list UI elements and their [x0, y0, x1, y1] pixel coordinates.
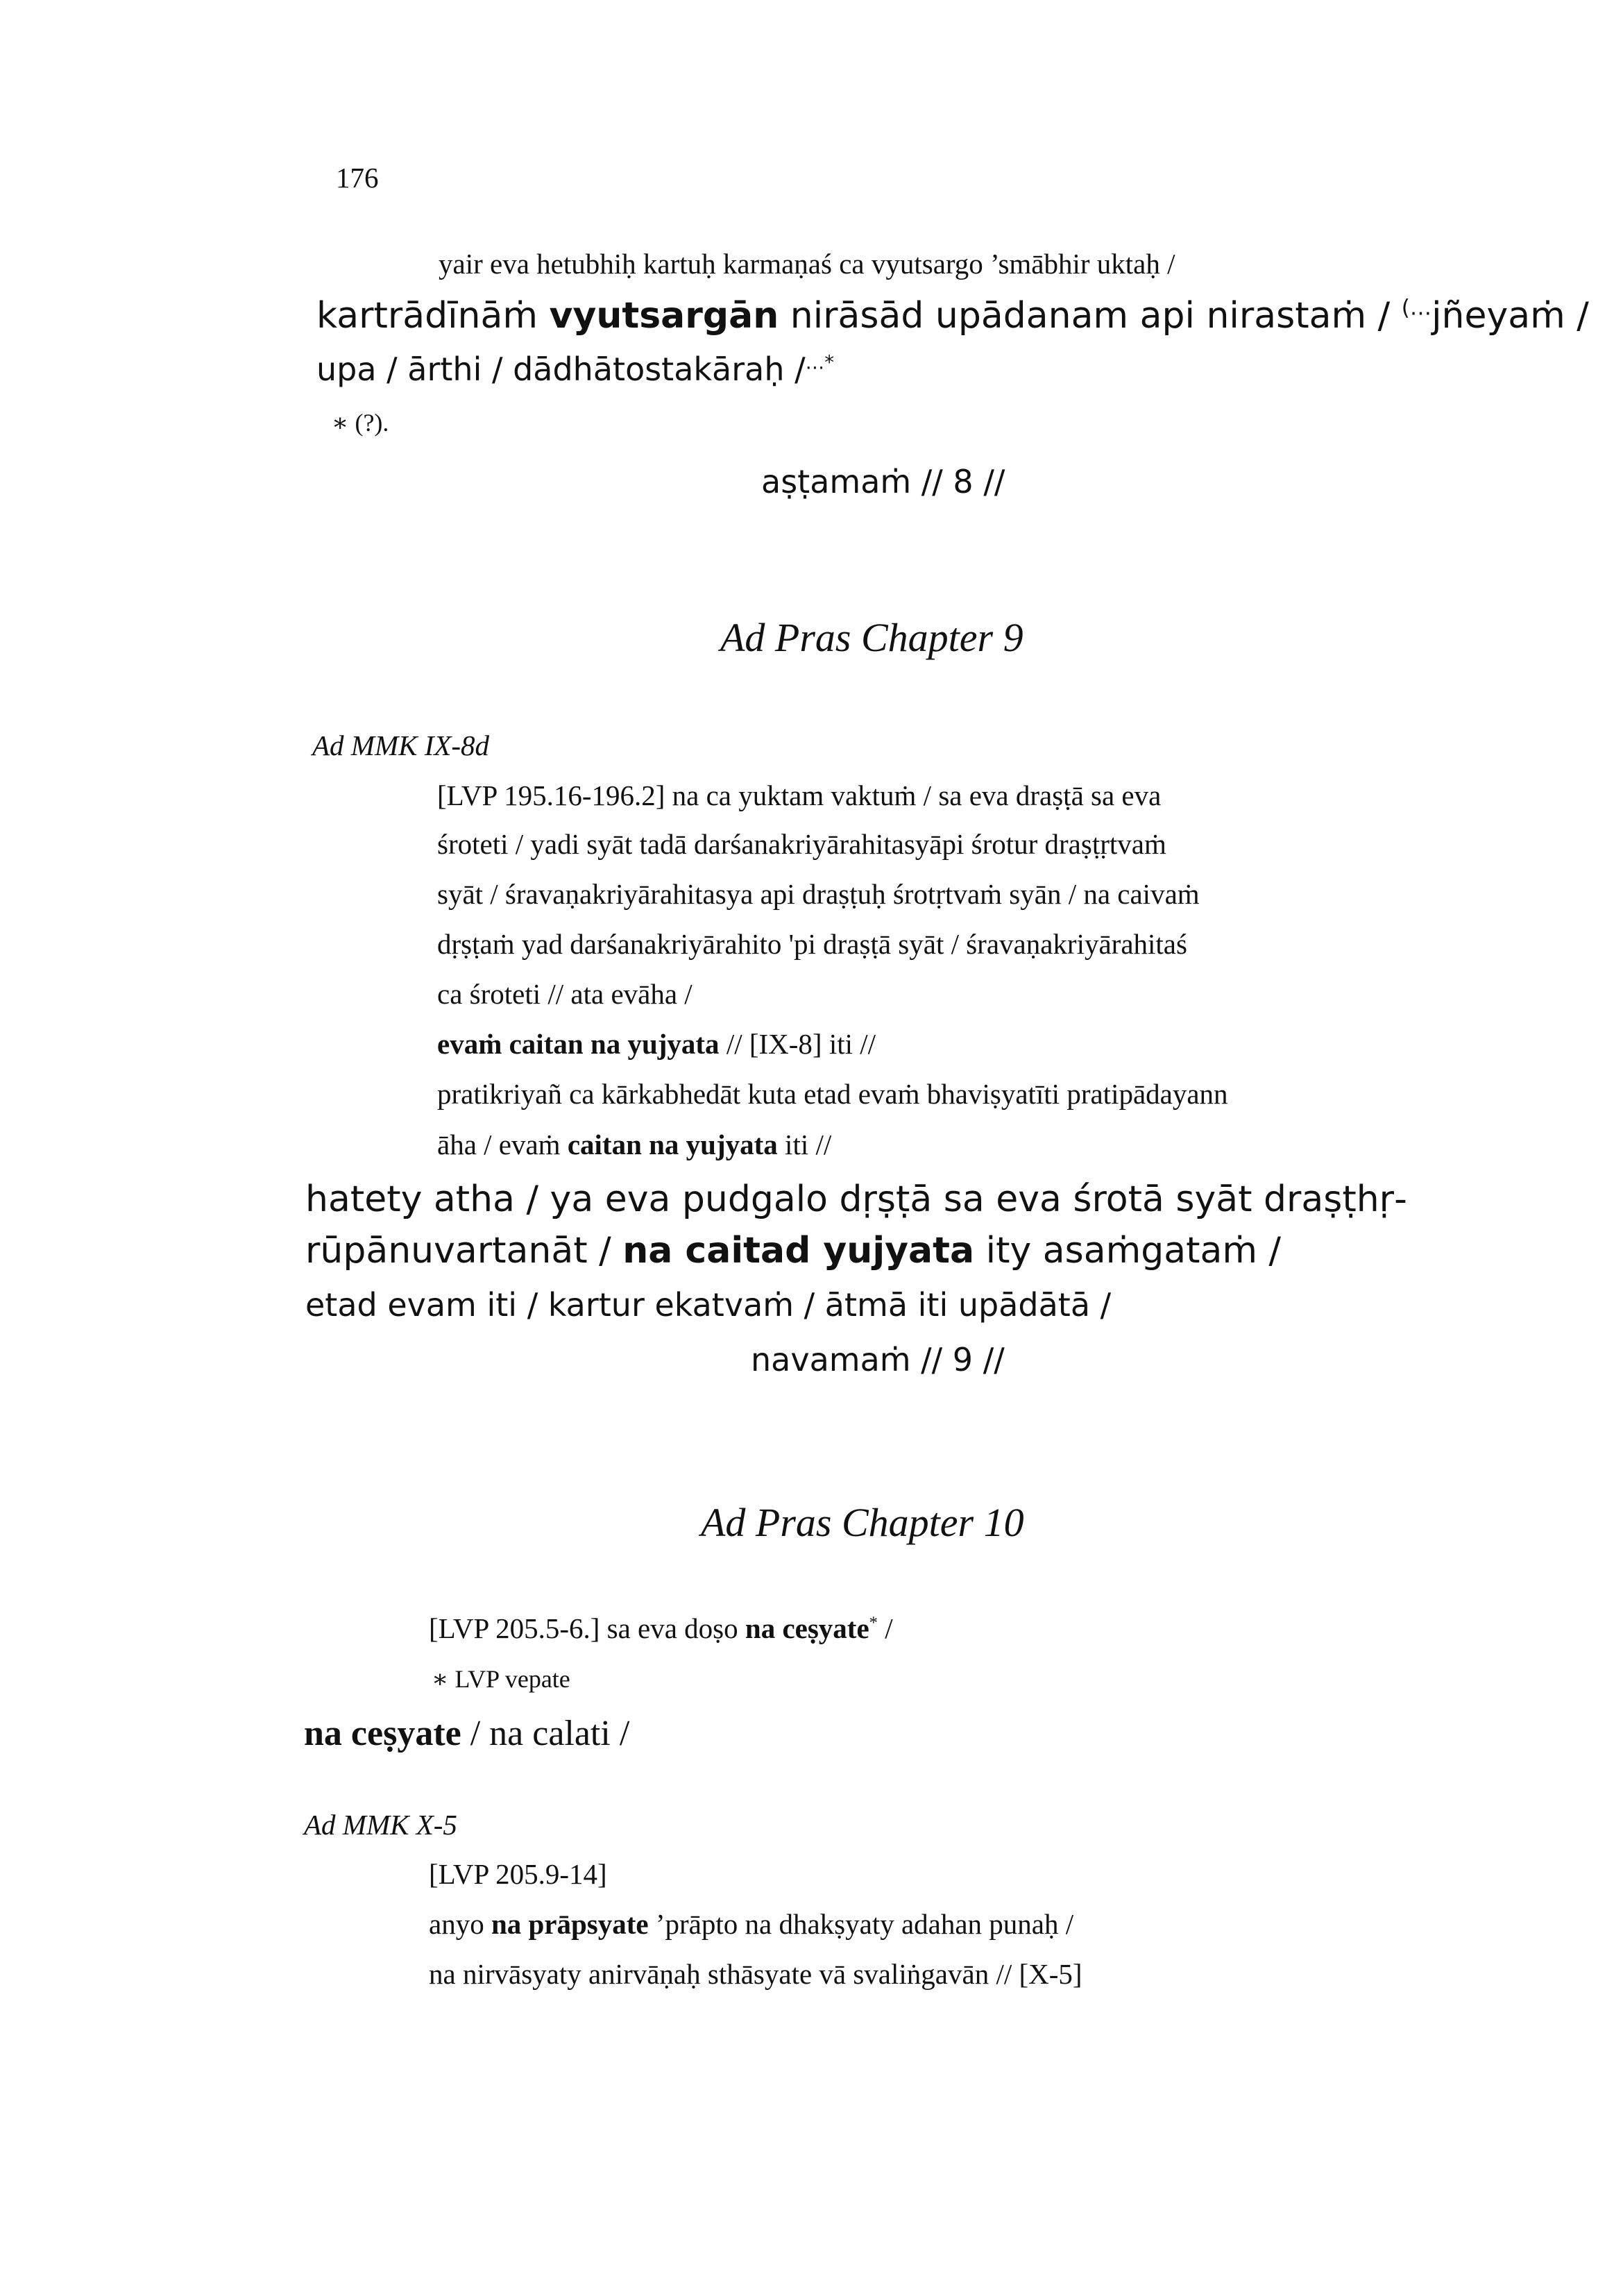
text-segment: [LVP 195.16-196.2] na ca yuktam vaktuṁ / sa eva draṣṭā sa eva — [437, 779, 1162, 811]
text-segment: ’prāpto na dhakṣyaty adahan punaḥ / — [648, 1908, 1074, 1940]
text-segment: etad evam iti / kartur ekatvaṁ / ātmā iti upādātā / — [305, 1286, 1112, 1324]
superscript-segment: …* — [805, 351, 834, 374]
text-segment: [LVP 205.9-14] — [429, 1858, 607, 1890]
text-line — [305, 1179, 1407, 1220]
bold-segment: vyutsargān — [549, 295, 779, 337]
reference-label: Ad MMK IX-8d — [312, 729, 490, 761]
text-line — [437, 927, 1187, 961]
text-line — [437, 827, 1166, 861]
text-segment: aṣṭamaṁ // 8 // — [761, 463, 1005, 500]
bold-segment: evaṁ caitan na yujyata — [437, 1028, 720, 1060]
text-segment: nirāsād upādanam api nirastaṁ / — [779, 295, 1402, 337]
text-line — [439, 247, 1175, 280]
footnote-line — [332, 408, 389, 437]
text-segment: yair eva hetubhiḥ kartuḥ karmaṇaś ca vyutsargo ’smābhir uktaḥ / — [439, 248, 1175, 280]
page-number: 176 — [336, 162, 379, 194]
text-segment: kartrādīnāṁ — [316, 295, 550, 337]
text-segment: ca śroteti // ata evāha / — [437, 978, 692, 1010]
reference-label: Ad MMK X-5 — [304, 1809, 457, 1841]
text-line — [316, 351, 834, 388]
text-segment: syāt / śravaṇakriyārahitasya api draṣṭuḥ śrotṛtvaṁ syān / na caivaṁ — [437, 878, 1200, 910]
text-segment: ∗ (?). — [332, 409, 389, 437]
text-line — [429, 1857, 607, 1891]
text-segment: upa / ārthi / dādhātostakāraḥ / — [316, 351, 806, 388]
text-segment: āha / evaṁ — [437, 1129, 568, 1160]
footnote-line — [432, 1664, 570, 1694]
text-segment: ity asaṁgataṁ / — [974, 1230, 1282, 1272]
text-line — [429, 1907, 1073, 1941]
text-line — [305, 1286, 1111, 1324]
text-segment: [LVP 205.5-6.] sa eva doṣo — [429, 1612, 745, 1644]
text-line — [437, 977, 692, 1011]
text-line — [316, 295, 1589, 337]
superscript-segment: * — [869, 1613, 878, 1632]
text-segment: na nirvāsyaty anirvāṇaḥ sthāsyate vā svaliṅgavān // [X-5] — [429, 1958, 1082, 1990]
section-closing: navamaṁ // 9 // — [751, 1341, 1005, 1378]
bold-segment: caitan na yujyata — [567, 1129, 778, 1160]
text-segment: rūpānuvartanāt / — [305, 1230, 623, 1272]
text-line — [437, 877, 1200, 911]
text-segment: ∗ LVP vepate — [432, 1665, 570, 1693]
text-segment: jñeyaṁ / — [1431, 295, 1589, 337]
text-segment: iti // — [777, 1129, 832, 1160]
text-segment: anyo — [429, 1908, 491, 1940]
text-line — [437, 779, 1161, 812]
text-segment: / na calati / — [461, 1714, 630, 1753]
text-line — [437, 1027, 876, 1061]
text-line — [429, 1957, 1082, 1991]
text-line — [437, 1128, 831, 1161]
text-line — [429, 1612, 893, 1645]
bold-segment: na prāpsyate — [491, 1908, 649, 1940]
chapter-heading: Ad Pras Chapter 10 — [701, 1500, 1024, 1545]
superscript-segment: (… — [1401, 295, 1432, 321]
text-line — [437, 1077, 1228, 1111]
section-closing — [761, 463, 1005, 500]
text-segment: // [IX-8] iti // — [719, 1028, 876, 1060]
text-segment: pratikriyañ ca kārkabhedāt kuta etad evaṁ bhaviṣyatīti pratipādayann — [437, 1078, 1228, 1110]
text-segment: dṛṣṭaṁ yad darśanakriyārahito 'pi draṣṭā syāt / śravaṇakriyārahitaś — [437, 928, 1187, 960]
chapter-heading: Ad Pras Chapter 9 — [720, 615, 1023, 660]
text-segment: / — [877, 1612, 893, 1644]
text-segment: śroteti / yadi syāt tadā darśanakriyārahitasyāpi śrotur draṣṭṛtvaṁ — [437, 828, 1166, 860]
bold-segment: na ceṣyate — [304, 1714, 461, 1753]
bold-segment: na caitad yujyata — [622, 1230, 975, 1272]
text-line — [304, 1713, 629, 1754]
text-line — [305, 1230, 1281, 1272]
text-segment: hatety atha / ya eva pudgalo dṛṣṭā sa eva śrotā syāt draṣṭhṛ- — [305, 1179, 1407, 1220]
bold-segment: na ceṣyate — [745, 1612, 869, 1644]
